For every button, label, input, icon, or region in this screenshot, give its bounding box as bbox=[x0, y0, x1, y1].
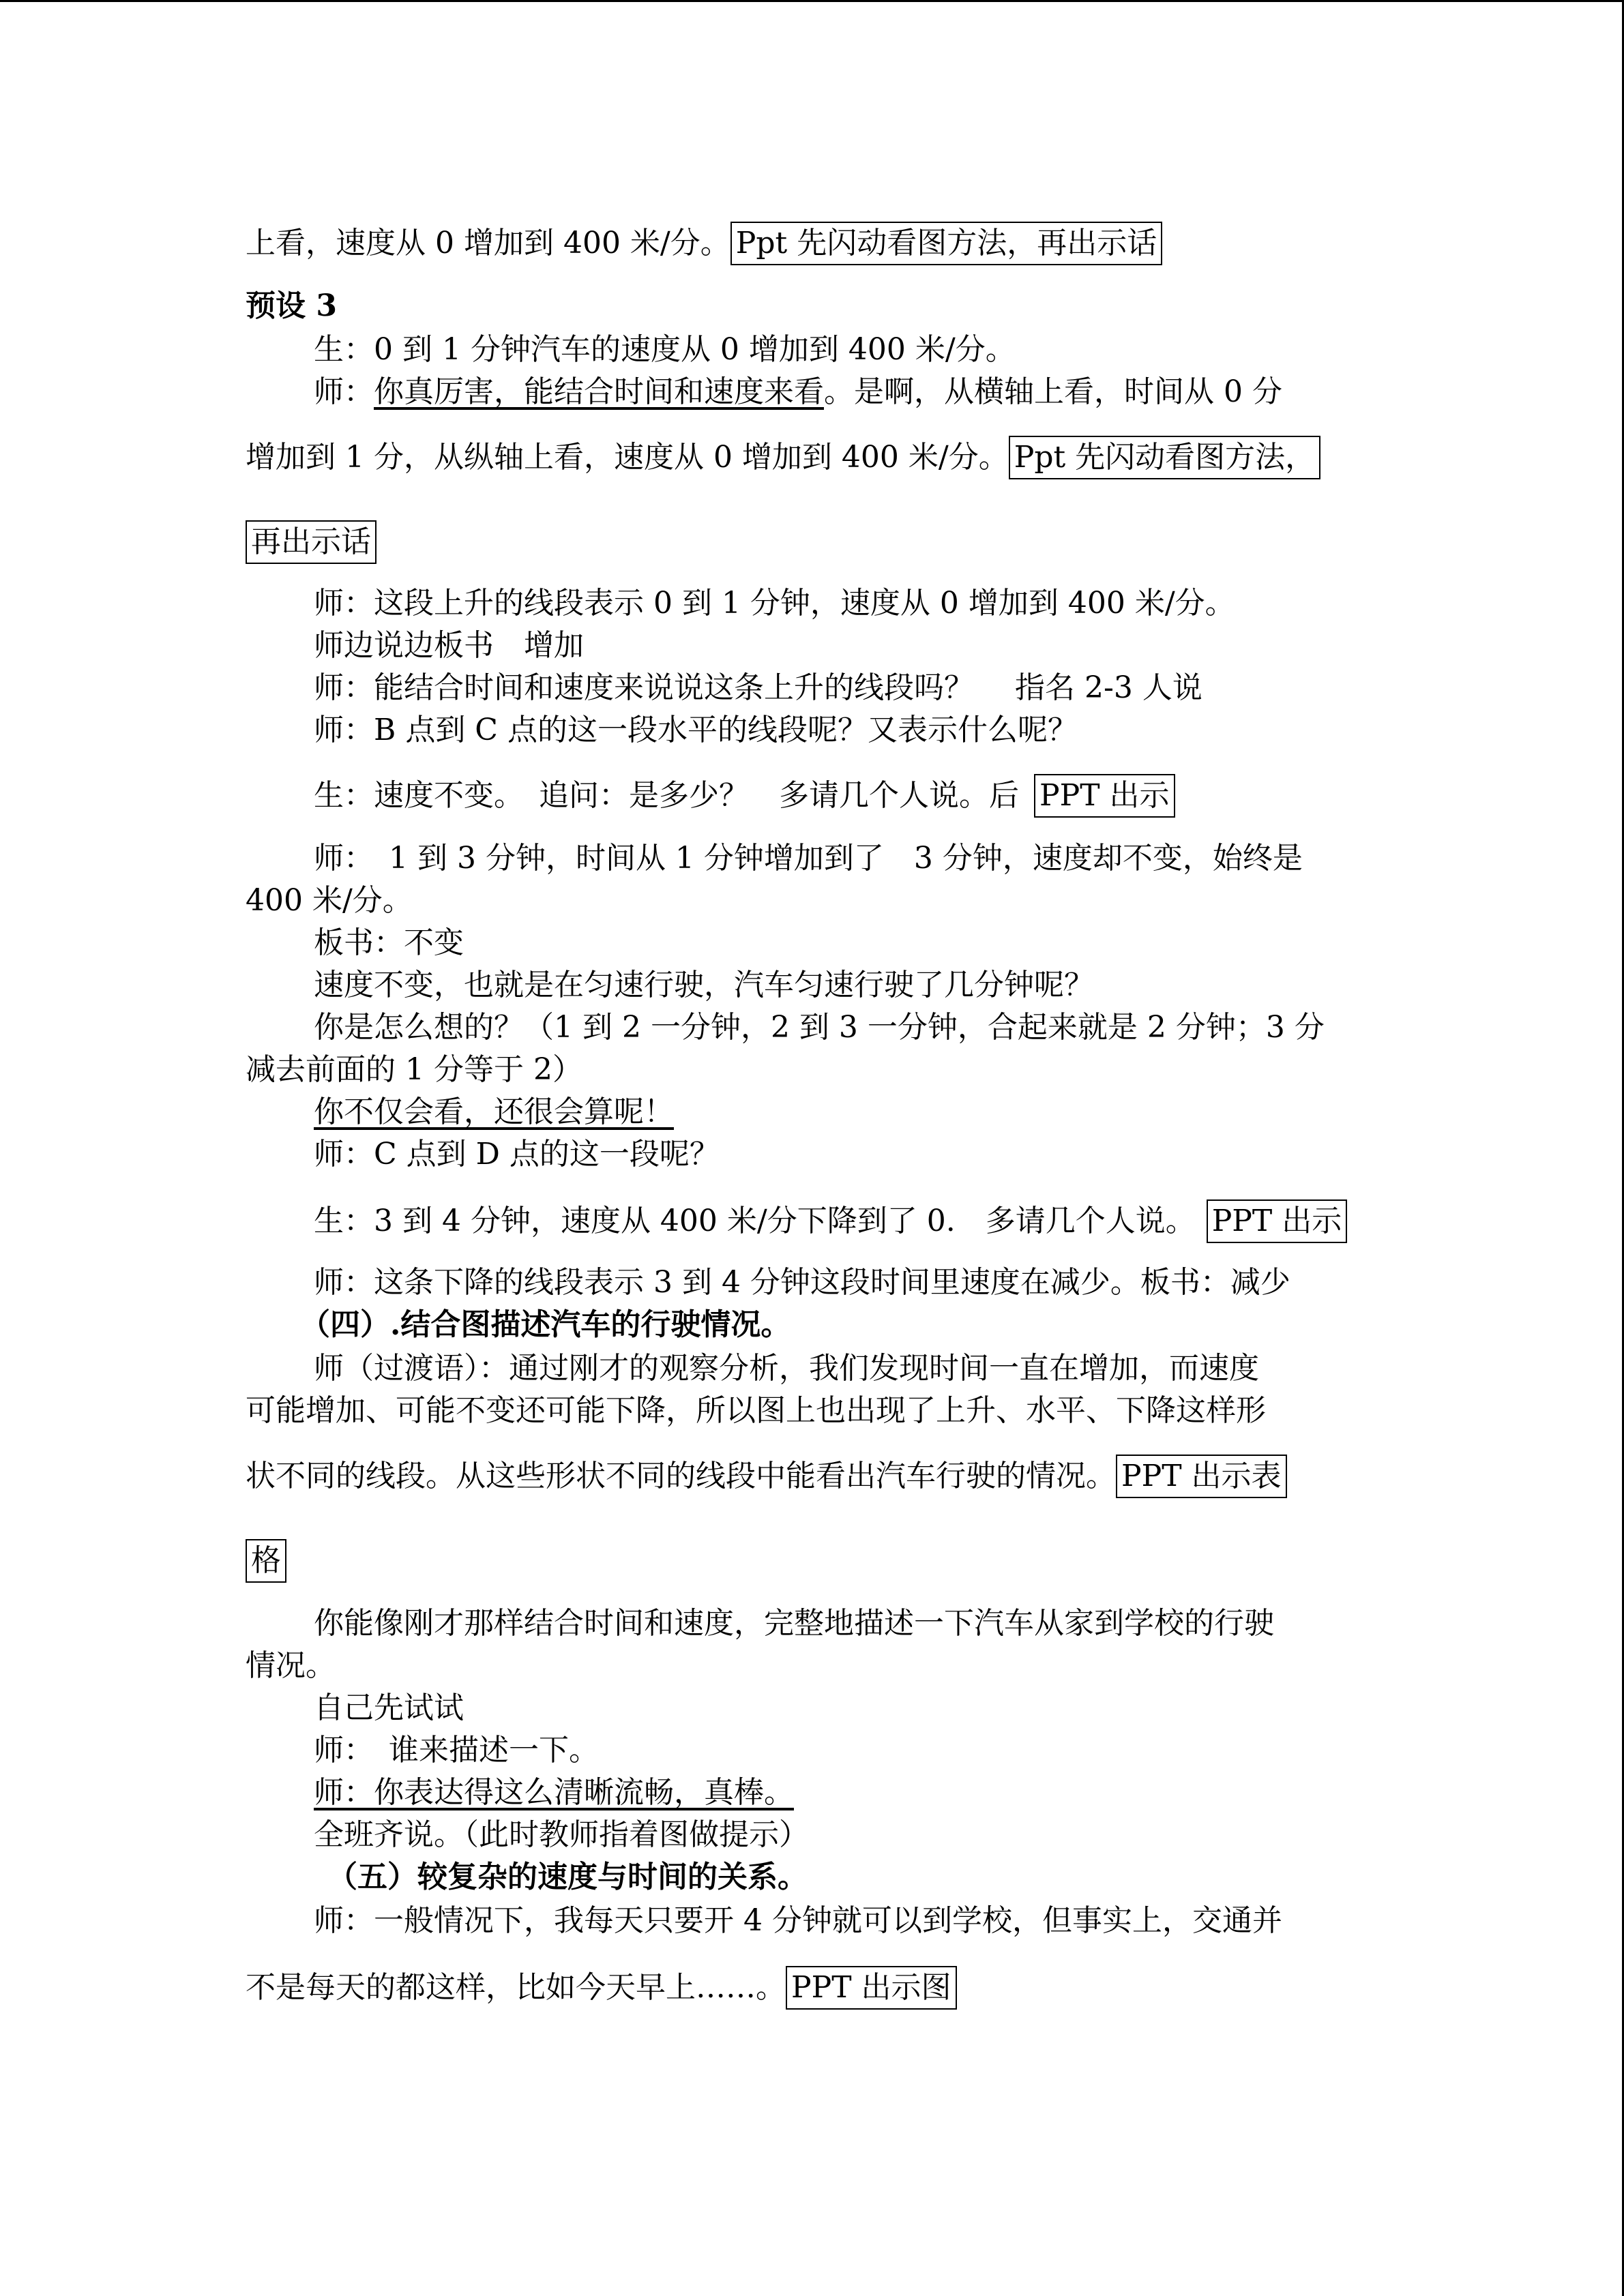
text-line: 板书：不变 bbox=[314, 925, 464, 960]
section-heading: （四）.结合图描述汽车的行驶情况。 bbox=[300, 1307, 791, 1342]
text-line bbox=[246, 1539, 286, 1583]
text-line bbox=[246, 1455, 1287, 1498]
ppt-note-box: 再出示话 bbox=[246, 520, 377, 564]
text-line: 情况。 bbox=[246, 1648, 336, 1683]
text-line bbox=[246, 520, 377, 564]
text-line: 减去前面的 1 分等于 2） bbox=[246, 1052, 582, 1087]
text-line: 师： 1 到 3 分钟，时间从 1 分钟增加到了 3 分钟，速度却不变，始终是 bbox=[314, 841, 1303, 876]
underlined-text: 你真厉害，能结合时间和速度来看 bbox=[374, 374, 824, 409]
text-line: 你是怎么想的？（1 到 2 一分钟，2 到 3 一分钟，合起来就是 2 分钟；3 分 bbox=[314, 1010, 1325, 1045]
text-line: 师：C 点到 D 点的这一段呢？ bbox=[314, 1137, 720, 1172]
text-line: 全班齐说。（此时教师指着图做提示） bbox=[314, 1817, 809, 1852]
text-line: 师：这段上升的线段表示 0 到 1 分钟，速度从 0 增加到 400 米/分。 bbox=[314, 586, 1235, 621]
text-line bbox=[246, 436, 1320, 479]
text-run: 生：3 到 4 分钟，速度从 400 米/分下降到了 0. 多请几个人说。 bbox=[314, 1204, 1196, 1238]
text-line bbox=[246, 1966, 957, 2010]
ppt-note-box: Ppt 先闪动看图方法，再出示话 bbox=[730, 222, 1162, 265]
ppt-note-box: 格 bbox=[246, 1539, 286, 1583]
text-line bbox=[246, 222, 1162, 265]
text-line: 可能增加、可能不变还可能下降，所以图上也出现了上升、水平、下降这样形 bbox=[246, 1393, 1266, 1428]
text-run: 上看，速度从 0 增加到 400 米/分。 bbox=[246, 226, 730, 260]
ppt-note-box: PPT 出示图 bbox=[786, 1966, 957, 2010]
text-line: 你能像刚才那样结合时间和速度，完整地描述一下汽车从家到学校的行驶 bbox=[314, 1606, 1274, 1641]
section-heading: （五）较复杂的速度与时间的关系。 bbox=[327, 1860, 808, 1894]
text-run: 师：能结合时间和速度来说说这条上升的线段吗？ bbox=[314, 670, 974, 705]
text-line: 师：一般情况下，我每天只要开 4 分钟就可以到学校，但事实上，交通并 bbox=[314, 1903, 1282, 1938]
text-line: 400 米/分。 bbox=[246, 883, 413, 918]
text-line bbox=[314, 669, 1202, 707]
ppt-note-box: PPT 出示表 bbox=[1116, 1455, 1287, 1498]
text-line bbox=[314, 1093, 674, 1131]
text-run: 师： bbox=[314, 374, 374, 409]
text-line bbox=[314, 373, 1282, 411]
section-heading: 预设 3 bbox=[246, 288, 337, 323]
text-run: 。是啊，从横轴上看，时间从 0 分 bbox=[824, 374, 1282, 409]
text-line: 师（过渡语）：通过刚才的观察分析，我们发现时间一直在增加，而速度 bbox=[314, 1351, 1259, 1386]
underlined-text: 你不仅会看，还很会算呢！ bbox=[314, 1094, 674, 1129]
text-run: 状不同的线段。从这些形状不同的线段中能看出汽车行驶的情况。 bbox=[246, 1459, 1116, 1493]
text-run: 指名 2-3 人说 bbox=[1015, 670, 1202, 705]
text-line: 师： 谁来描述一下。 bbox=[314, 1733, 599, 1768]
ppt-note-box: PPT 出示 bbox=[1207, 1199, 1348, 1243]
text-line bbox=[314, 1774, 794, 1812]
text-line: 速度不变，也就是在匀速行驶，汽车匀速行驶了几分钟呢？ bbox=[314, 968, 1094, 1002]
text-line bbox=[314, 1199, 1347, 1243]
underlined-text: 师：你表达得这么清晰流畅，真棒。 bbox=[314, 1775, 794, 1810]
text-run: 生：速度不变。 追问：是多少？ 多请几个人说。后 bbox=[314, 778, 1019, 813]
text-line bbox=[314, 774, 1175, 818]
text-line: 自己先试试 bbox=[314, 1690, 464, 1725]
text-line: 生：0 到 1 分钟汽车的速度从 0 增加到 400 米/分。 bbox=[314, 332, 1016, 367]
text-line: 师边说边板书 增加 bbox=[314, 628, 584, 663]
ppt-note-box: PPT 出示 bbox=[1034, 774, 1175, 818]
text-line: 师：B 点到 C 点的这一段水平的线段呢？又表示什么呢？ bbox=[314, 713, 1078, 747]
ppt-note-box: Ppt 先闪动看图方法， bbox=[1009, 436, 1320, 479]
text-run: 不是每天的都这样，比如今天早上……。 bbox=[246, 1970, 786, 2005]
text-run: 增加到 1 分，从纵轴上看，速度从 0 增加到 400 米/分。 bbox=[246, 440, 1009, 475]
text-line: 师：这条下降的线段表示 3 到 4 分钟这段时间里速度在减少。板书：减少 bbox=[314, 1265, 1290, 1300]
